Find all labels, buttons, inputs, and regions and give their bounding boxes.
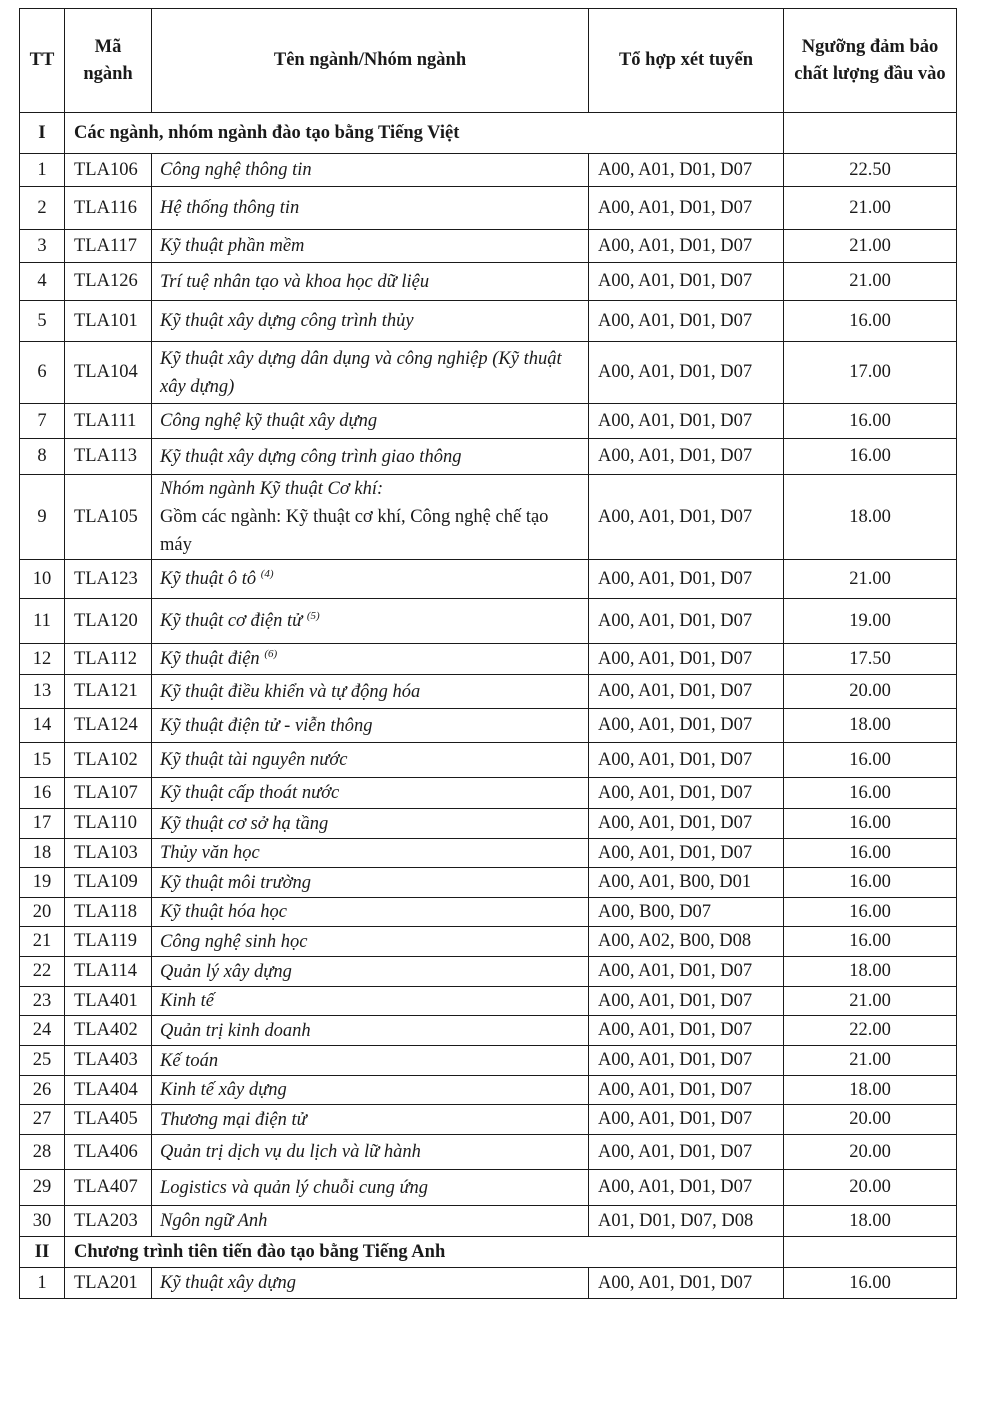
table-row: [20, 1105, 957, 1135]
row-threshold: 20.00: [784, 1135, 957, 1170]
table-row: [20, 1076, 957, 1105]
table-row: [20, 644, 957, 675]
row-name-cell: [152, 644, 589, 675]
row-name-cell: [152, 868, 589, 898]
row-name: Kinh tế: [160, 991, 214, 1011]
row-name-cell: [152, 809, 589, 839]
row-combo: A00, A01, D01, D07: [589, 675, 784, 709]
row-name: Kỹ thuật xây dựng công trình giao thông: [160, 446, 462, 467]
row-name: Quản trị kinh doanh: [160, 1020, 311, 1041]
admissions-threshold-table: [19, 8, 957, 1299]
row-combo: A01, D01, D07, D08: [589, 1206, 784, 1237]
section-row: [20, 1237, 957, 1268]
row-tt: 17: [20, 809, 65, 839]
row-tt: 14: [20, 709, 65, 743]
row-code: TLA402: [65, 1016, 152, 1046]
row-name: Kỹ thuật xây dựng dân dụng và công nghiệp (Kỹ thuật xây dựng): [160, 348, 562, 397]
row-combo: A00, A01, D01, D07: [589, 1170, 784, 1206]
row-combo: A00, A01, D01, D07: [589, 1016, 784, 1046]
table-row: [20, 927, 957, 957]
row-name: Kỹ thuật cấp thoát nước: [160, 783, 340, 803]
header-combo: Tổ hợp xét tuyển: [589, 9, 784, 113]
row-tt: 29: [20, 1170, 65, 1206]
row-combo: A00, A01, D01, D07: [589, 778, 784, 809]
row-combo: A00, A01, D01, D07: [589, 1105, 784, 1135]
row-code: TLA106: [65, 154, 152, 187]
row-name: Kinh tế xây dựng: [160, 1080, 287, 1100]
row-threshold: 16.00: [784, 927, 957, 957]
row-code: TLA123: [65, 560, 152, 599]
row-combo: A00, A01, D01, D07: [589, 154, 784, 187]
row-tt: 23: [20, 987, 65, 1016]
row-name: Quản trị dịch vụ du lịch và lữ hành: [160, 1142, 421, 1162]
row-combo: A00, A01, D01, D07: [589, 187, 784, 230]
row-code: TLA109: [65, 868, 152, 898]
row-combo: A00, A01, D01, D07: [589, 599, 784, 644]
row-threshold: 21.00: [784, 263, 957, 301]
row-name-cell: [152, 342, 589, 404]
section-row: [20, 113, 957, 154]
row-threshold: 21.00: [784, 187, 957, 230]
row-name-cell: [152, 404, 589, 439]
row-name-cell: [152, 1268, 589, 1299]
row-combo: A00, A01, D01, D07: [589, 957, 784, 987]
table-row: [20, 709, 957, 743]
row-threshold: 16.00: [784, 743, 957, 778]
table-row: [20, 1170, 957, 1206]
section-threshold-empty: [784, 113, 957, 154]
row-tt: 26: [20, 1076, 65, 1105]
row-name-cell: [152, 957, 589, 987]
row-name: Công nghệ thông tin: [160, 160, 312, 180]
row-name-cell: [152, 778, 589, 809]
row-tt: 25: [20, 1046, 65, 1076]
row-threshold: 21.00: [784, 987, 957, 1016]
row-combo: A00, A01, D01, D07: [589, 644, 784, 675]
row-combo: A00, B00, D07: [589, 898, 784, 927]
row-footnote-ref: (5): [306, 610, 320, 622]
row-tt: 27: [20, 1105, 65, 1135]
table-row: [20, 1016, 957, 1046]
row-name: Kỹ thuật hóa học: [160, 902, 287, 922]
row-threshold: 17.00: [784, 342, 957, 404]
row-name-cell: [152, 1170, 589, 1206]
row-code: TLA126: [65, 263, 152, 301]
row-name: Kế toán: [160, 1050, 219, 1071]
row-threshold: 17.50: [784, 644, 957, 675]
row-combo: A00, A01, B00, D01: [589, 868, 784, 898]
table-row: [20, 839, 957, 868]
row-name: Kỹ thuật tài nguyên nước: [160, 750, 348, 770]
row-name: Trí tuệ nhân tạo và khoa học dữ liệu: [160, 271, 430, 292]
row-tt: 1: [20, 1268, 65, 1299]
row-tt: 30: [20, 1206, 65, 1237]
row-threshold: 16.00: [784, 439, 957, 475]
row-name: Ngôn ngữ Anh: [160, 1211, 268, 1231]
row-tt: 10: [20, 560, 65, 599]
table-row: [20, 301, 957, 342]
row-name: Kỹ thuật xây dựng: [160, 1273, 296, 1293]
row-footnote-ref: (4): [260, 568, 274, 580]
row-threshold: 16.00: [784, 404, 957, 439]
row-code: TLA113: [65, 439, 152, 475]
table-row: [20, 1206, 957, 1237]
row-code: TLA404: [65, 1076, 152, 1105]
table-row: [20, 868, 957, 898]
table-row: [20, 475, 957, 560]
row-combo: A00, A01, D01, D07: [589, 1076, 784, 1105]
row-code: TLA121: [65, 675, 152, 709]
section-threshold-empty: [784, 1237, 957, 1268]
row-name-cell: [152, 743, 589, 778]
row-combo: A00, A01, D01, D07: [589, 1046, 784, 1076]
header-name: Tên ngành/Nhóm ngành: [152, 9, 589, 113]
row-tt: 21: [20, 927, 65, 957]
row-code: TLA119: [65, 927, 152, 957]
row-threshold: 18.00: [784, 709, 957, 743]
row-name: Thủy văn học: [160, 843, 260, 863]
row-name-cell: [152, 675, 589, 709]
row-code: TLA201: [65, 1268, 152, 1299]
row-name-cell: [152, 1105, 589, 1135]
row-name: Thương mại điện tử: [160, 1109, 307, 1130]
row-code: TLA117: [65, 230, 152, 263]
row-threshold: 16.00: [784, 809, 957, 839]
row-tt: 28: [20, 1135, 65, 1170]
row-threshold: 22.50: [784, 154, 957, 187]
row-name-cell: [152, 230, 589, 263]
table-row: [20, 230, 957, 263]
row-code: TLA124: [65, 709, 152, 743]
row-code: TLA405: [65, 1105, 152, 1135]
row-code: TLA120: [65, 599, 152, 644]
row-combo: A00, A01, D01, D07: [589, 439, 784, 475]
row-name-cell: [152, 263, 589, 301]
table-row: [20, 263, 957, 301]
row-code: TLA101: [65, 301, 152, 342]
table-header-row: [20, 9, 957, 113]
table-row: [20, 599, 957, 644]
table-row: [20, 809, 957, 839]
row-tt: 6: [20, 342, 65, 404]
row-code: TLA116: [65, 187, 152, 230]
row-name-cell: [152, 1016, 589, 1046]
row-threshold: 16.00: [784, 1268, 957, 1299]
row-name: Kỹ thuật xây dựng công trình thủy: [160, 311, 414, 331]
row-code: TLA407: [65, 1170, 152, 1206]
row-code: TLA406: [65, 1135, 152, 1170]
row-code: TLA401: [65, 987, 152, 1016]
row-threshold: 19.00: [784, 599, 957, 644]
row-combo: A00, A01, D01, D07: [589, 839, 784, 868]
row-name-cell: [152, 927, 589, 957]
row-name-cell: [152, 1076, 589, 1105]
row-name: Kỹ thuật điện tử - viễn thông: [160, 715, 373, 736]
row-combo: A00, A01, D01, D07: [589, 301, 784, 342]
row-tt: 11: [20, 599, 65, 644]
row-name: Công nghệ sinh học: [160, 931, 308, 952]
row-combo: A00, A01, D01, D07: [589, 987, 784, 1016]
row-name: Kỹ thuật điều khiển và tự động hóa: [160, 681, 421, 702]
table-row: [20, 675, 957, 709]
row-code: TLA112: [65, 644, 152, 675]
row-threshold: 21.00: [784, 230, 957, 263]
section-title: Các ngành, nhóm ngành đào tạo bằng Tiếng Việt: [65, 113, 784, 154]
row-code: TLA110: [65, 809, 152, 839]
row-tt: 3: [20, 230, 65, 263]
header-threshold: Ngưỡng đảm bảo chất lượng đầu vào: [784, 9, 957, 113]
row-name: Kỹ thuật cơ sở hạ tầng: [160, 813, 329, 834]
row-threshold: 18.00: [784, 1206, 957, 1237]
row-tt: 4: [20, 263, 65, 301]
row-combo: A00, A01, D01, D07: [589, 342, 784, 404]
row-threshold: 21.00: [784, 1046, 957, 1076]
row-name: Kỹ thuật môi trường: [160, 872, 312, 893]
row-threshold: 20.00: [784, 675, 957, 709]
row-name-cell: [152, 839, 589, 868]
row-name: Quản lý xây dựng: [160, 961, 292, 982]
row-name-detail: Gồm các ngành: Kỹ thuật cơ khí, Công nghệ chế tạo máy: [160, 507, 549, 555]
row-tt: 19: [20, 868, 65, 898]
row-name-cell: [152, 154, 589, 187]
row-name: Nhóm ngành Kỹ thuật Cơ khí:: [160, 479, 384, 499]
section-numeral: I: [20, 113, 65, 154]
table-row: [20, 743, 957, 778]
row-tt: 22: [20, 957, 65, 987]
row-tt: 20: [20, 898, 65, 927]
row-name: Kỹ thuật phần mềm: [160, 236, 305, 256]
row-name-cell: [152, 898, 589, 927]
row-threshold: 16.00: [784, 839, 957, 868]
section-numeral: II: [20, 1237, 65, 1268]
table-row: [20, 1135, 957, 1170]
row-combo: A00, A01, D01, D07: [589, 560, 784, 599]
row-combo: A00, A01, D01, D07: [589, 1135, 784, 1170]
row-name-cell: [152, 301, 589, 342]
row-name-cell: [152, 1206, 589, 1237]
table-row: [20, 560, 957, 599]
row-code: TLA104: [65, 342, 152, 404]
row-tt: 18: [20, 839, 65, 868]
row-threshold: 22.00: [784, 1016, 957, 1046]
row-code: TLA114: [65, 957, 152, 987]
row-combo: A00, A02, B00, D08: [589, 927, 784, 957]
header-tt: TT: [20, 9, 65, 113]
row-name: Kỹ thuật cơ điện tử: [160, 611, 303, 631]
table-row: [20, 778, 957, 809]
row-combo: A00, A01, D01, D07: [589, 230, 784, 263]
row-name-cell: [152, 709, 589, 743]
row-threshold: 18.00: [784, 1076, 957, 1105]
row-threshold: 21.00: [784, 560, 957, 599]
row-name-cell: [152, 599, 589, 644]
table-row: [20, 957, 957, 987]
row-combo: A00, A01, D01, D07: [589, 475, 784, 560]
row-combo: A00, A01, D01, D07: [589, 404, 784, 439]
row-code: TLA203: [65, 1206, 152, 1237]
table-row: [20, 439, 957, 475]
row-code: TLA111: [65, 404, 152, 439]
row-threshold: 16.00: [784, 778, 957, 809]
header-code: Mã ngành: [65, 9, 152, 113]
row-tt: 7: [20, 404, 65, 439]
row-combo: A00, A01, D01, D07: [589, 263, 784, 301]
row-tt: 8: [20, 439, 65, 475]
row-code: TLA105: [65, 475, 152, 560]
row-tt: 12: [20, 644, 65, 675]
table-row: [20, 404, 957, 439]
row-tt: 2: [20, 187, 65, 230]
row-name: Kỹ thuật điện: [160, 649, 260, 669]
row-combo: A00, A01, D01, D07: [589, 743, 784, 778]
row-tt: 1: [20, 154, 65, 187]
row-footnote-ref: (6): [264, 648, 278, 660]
row-tt: 15: [20, 743, 65, 778]
row-name-cell: [152, 439, 589, 475]
row-name-cell: [152, 475, 589, 560]
row-threshold: 20.00: [784, 1170, 957, 1206]
row-name: Kỹ thuật ô tô: [160, 569, 257, 589]
section-title: Chương trình tiên tiến đào tạo bằng Tiếng Anh: [65, 1237, 784, 1268]
row-name-cell: [152, 1135, 589, 1170]
row-code: TLA102: [65, 743, 152, 778]
row-tt: 24: [20, 1016, 65, 1046]
table-row: [20, 1046, 957, 1076]
row-tt: 5: [20, 301, 65, 342]
table-row: [20, 154, 957, 187]
row-tt: 16: [20, 778, 65, 809]
row-threshold: 20.00: [784, 1105, 957, 1135]
table-row: [20, 187, 957, 230]
row-code: TLA403: [65, 1046, 152, 1076]
row-code: TLA118: [65, 898, 152, 927]
table-row: [20, 898, 957, 927]
table-row: [20, 1268, 957, 1299]
row-code: TLA103: [65, 839, 152, 868]
row-threshold: 16.00: [784, 868, 957, 898]
row-threshold: 16.00: [784, 301, 957, 342]
row-code: TLA107: [65, 778, 152, 809]
row-tt: 13: [20, 675, 65, 709]
row-name: Công nghệ kỹ thuật xây dựng: [160, 411, 378, 431]
row-name: Hệ thống thông tin: [160, 198, 300, 218]
table-row: [20, 342, 957, 404]
table-body: [20, 113, 957, 1299]
row-threshold: 16.00: [784, 898, 957, 927]
row-name-cell: [152, 1046, 589, 1076]
row-name-cell: [152, 987, 589, 1016]
row-threshold: 18.00: [784, 475, 957, 560]
row-combo: A00, A01, D01, D07: [589, 1268, 784, 1299]
row-combo: A00, A01, D01, D07: [589, 809, 784, 839]
row-threshold: 18.00: [784, 957, 957, 987]
row-combo: A00, A01, D01, D07: [589, 709, 784, 743]
row-name-cell: [152, 560, 589, 599]
table-row: [20, 987, 957, 1016]
row-name: Logistics và quản lý chuỗi cung ứng: [160, 1177, 429, 1198]
row-name-cell: [152, 187, 589, 230]
row-tt: 9: [20, 475, 65, 560]
